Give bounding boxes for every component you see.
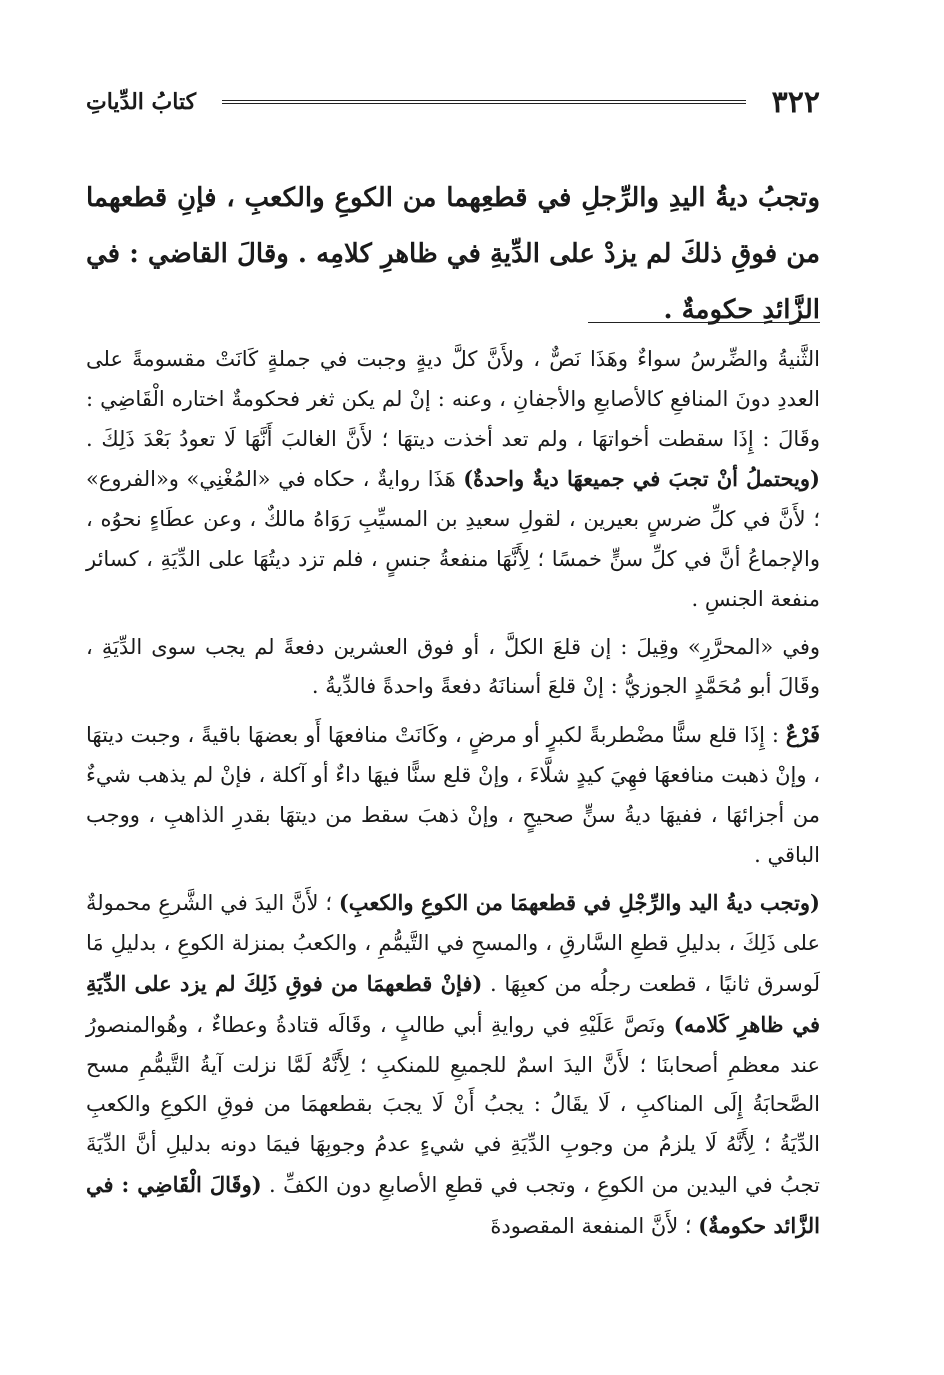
quoted-matn: (فإنْ قطعهمَا من فوقِ ذَلِكَ لم يزد على الدِّيَةِ في ظاهرِ كَلامه) (86, 970, 820, 1037)
running-header (86, 82, 820, 122)
book-title: كتابُ الدِّياتِ (86, 89, 197, 115)
header-rule (222, 100, 746, 104)
commentary-paragraph-4 (86, 883, 820, 1246)
section-lead: فَرْعٌ (785, 722, 820, 748)
commentary-paragraph-3 (86, 715, 820, 875)
main-text: وتجبُ ديةُ اليدِ والرِّجلِ في قطعِهما من الكوعِ والكعبِ ، فإنِ قطعهما من فوقِ ذلكَ لم يزدْ على الدِّيةِ في ظاهرِ كلامِه . وقالَ القاضي : في الزَّائدِ حكومةٌ . (86, 183, 821, 325)
separator-rule (588, 322, 820, 323)
page-number: ٣٢٢ (771, 84, 820, 120)
commentary-text: : إِذَا قلع سنًّا مضْطربةً لكبرٍ أو مرضٍ ، وكَانَتْ منافعهَا أَو بعضهَا باقيةً ، وجبت ديتهَا ، وإنْ ذهبت منافعهَا فهِيَ كيدٍ شلَّاءَ ، وإنْ قلع سنًّا فيهَا داءٌ أو آكلة ، فإنْ لم يذهب شيءٌ من أجزائهَا ، ففيهَا ديةُ سنٍّ صحيحٍ ، وإنْ ذهبَ سقط من ديتهَا بقدرِ الذاهبِ ، ووجب الباقي . (86, 723, 820, 867)
commentary (86, 340, 820, 1255)
commentary-text: ونَصَّ عَلَيْهِ في روايةِ أبي طالبٍ ، وقَالَه قتادةُ وعطاءٌ ، وهُوالمنصورُ عند معظمِ أصحابنَا ؛ لأَنَّ اليدَ اسمٌ للجميعِ للمنكبِ ؛ لِأَنَّهُ لَمَّا نزلت آيةُ التَّيمُّمِ مسح الصَّحابَةُ إِلَى المناكبِ ، لَا يقَالُ : يجبُ أَنْ لَا يجبَ بقطعهمَا من فوقِ الكوعِ والكعبِ الدِّيَةُ ؛ لِأَنَّهُ لَا يلزمُ من وجوبِ الدِّيَةِ في شيءٍ عدمُ وجوبِهَا فيمَا دونه بدليلِ أنَّ الدِّيَةَ تجبُ في اليدين من الكوعِ ، وتجب في قطعِ الأصابعِ دون الكفِّ . (86, 1012, 820, 1197)
commentary-text: ؛ لأَنَّ المنفعة المقصودةَ (490, 1213, 692, 1238)
commentary-text: الثَّنيةُ والضِّرسُ سواءٌ وهَذَا نَصٌّ ، ولأَنَّ كلَّ ديةٍ وجبت في جملةٍ كَانَتْ مقسومةً على العددِ دونَ المنافعِ كالأصابعِ والأجفانِ ، وعنه : إنْ لم يكن ثغر فحكومةٌ اختاره الْقَاضِي : وقَالَ : إِذَا سقطت أخواتهَا ، ولم تعد أخذت ديتهَا ؛ لأَنَّ الغالبَ أَنَّهَا لَا تعودُ بَعْدَ ذَلِكَ . (86, 347, 820, 451)
commentary-paragraph-1 (86, 340, 820, 620)
commentary-text: ؛ لأَنَّ اليدَ في الشَّرعِ محمولةٌ على ذَلِكَ ، بدليلِ قطعِ السَّارقِ ، والمسحِ في التَّيمُّمِ ، والكعبُ بمنزلة الكوعِ ، بدليلِ مَا لَوسرق ثانيًا ، قطعت رجلُه من كعبِهَا . (86, 891, 820, 996)
quoted-matn: (وقَالَ الْقَاضِي : في الزَّائد حكومةٌ) (86, 1171, 820, 1238)
commentary-paragraph-2: وفي «المحرَّرِ» وقِيلَ : إن قلعَ الكلَّ ، أو فوق العشرين دفعةً لم يجب سوى الدِّيَةِ ، وقَالَ أبو مُحَمَّدٍ الجوزيُّ : إنْ قلعَ أسنانَهُ دفعةً واحدةً فالدِّيةُ . (86, 634, 820, 699)
quoted-matn: (وتجب ديةُ اليد والرِّجْلِ في قطعهمَا من الكوعِ والكعبِ) (338, 890, 820, 916)
commentary-text: هَذَا روايةٌ ، حكاه في «المُغْنِي» و«الفروع» ؛ لأَنَّ في كلِّ ضرسٍ بعيرين ، لقولِ سعيدِ بن المسيِّبِ رَوَاهُ مالكٌ ، وعن عطَاءٍ نحوُه ، والإجماعُ أنَّ في كلِّ سنٍّ خمسًا ؛ لِأَنَّهَا منفعةُ جنسٍ ، فلم تزد ديتُهَا على الدِّيَةِ ، كسائر منفعة الجنسِ . (86, 467, 820, 611)
quoted-matn: (ويحتملُ أنْ تجبَ في جميعهَا ديةٌ واحدةٌ) (463, 466, 820, 492)
